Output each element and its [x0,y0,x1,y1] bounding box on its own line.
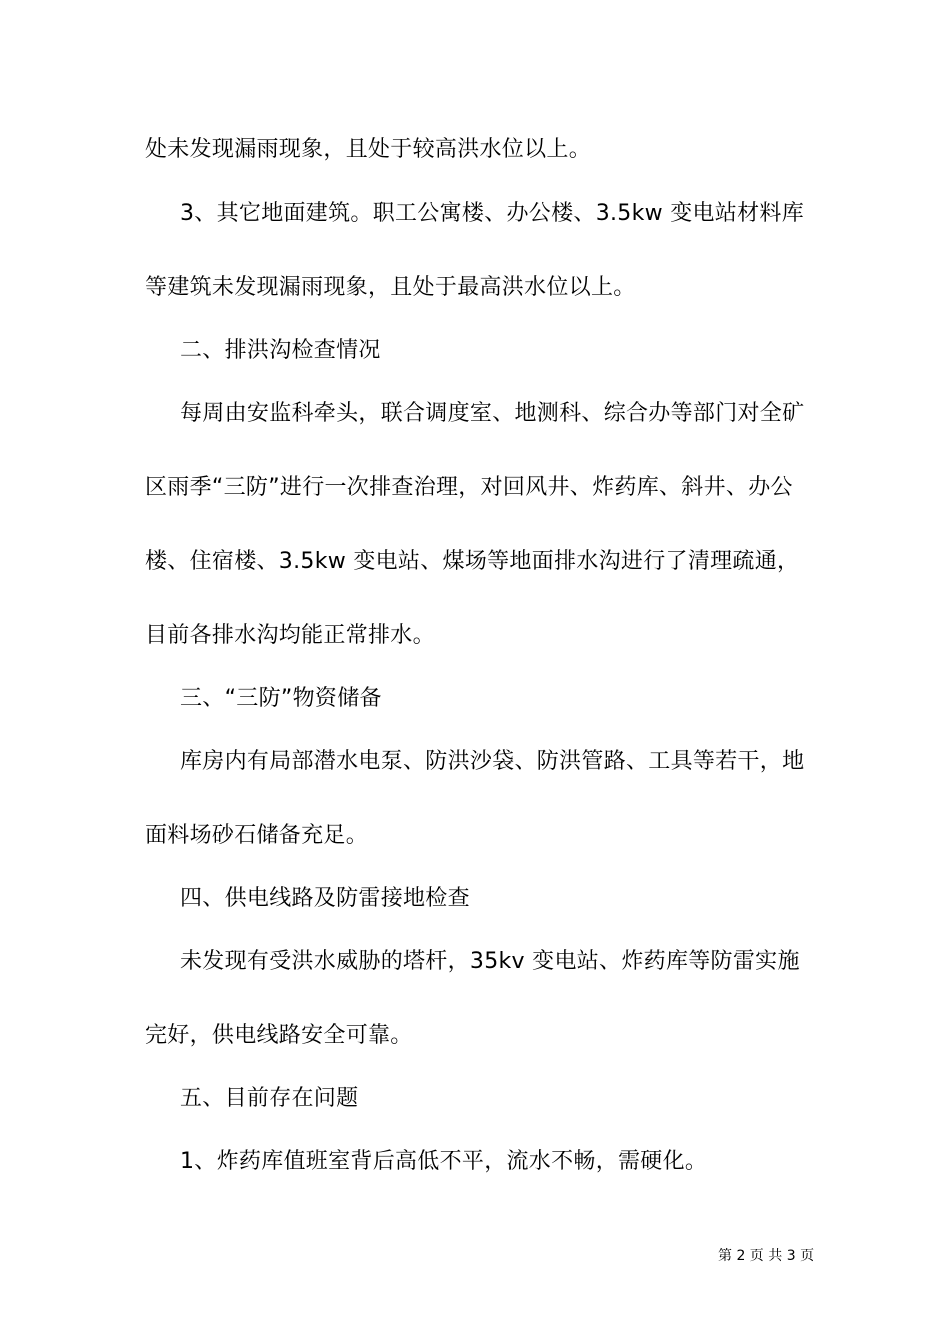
paragraph-line: 每周由安监科牵头，联合调度室、地测科、综合办等部门对全矿 [180,401,805,426]
paragraph-line: 1、炸药库值班室背后高低不平，流水不畅，需硬化。 [180,1149,708,1174]
paragraph-line: 区雨季“三防”进行一次排查治理，对回风井、炸药库、斜井、办公 [145,475,793,500]
paragraph-line: 处未发现漏雨现象，且处于较高洪水位以上。 [145,137,592,162]
section-heading: 四、供电线路及防雷接地检查 [180,886,470,911]
paragraph-line: 3、其它地面建筑。职工公寓楼、办公楼、3.5kw 变电站材料库 [180,201,805,226]
paragraph-line: 完好，供电线路安全可靠。 [145,1023,413,1048]
paragraph-line: 面料场砂石储备充足。 [145,823,369,848]
section-heading: 五、目前存在问题 [180,1086,359,1111]
section-heading: 三、“三防”物资储备 [180,686,382,711]
page-number-footer: 第 2 页 共 3 页 [718,1248,815,1264]
paragraph-line: 库房内有局部潜水电泵、防洪沙袋、防洪管路、工具等若干，地 [180,749,805,774]
paragraph-line: 未发现有受洪水威胁的塔杆，35kv 变电站、炸药库等防雷实施 [180,949,800,974]
paragraph-line: 等建筑未发现漏雨现象，且处于最高洪水位以上。 [145,275,636,300]
paragraph-line: 目前各排水沟均能正常排水。 [145,623,435,648]
paragraph-line: 楼、住宿楼、3.5kw 变电站、煤场等地面排水沟进行了清理疏通， [145,549,800,574]
section-heading: 二、排洪沟检查情况 [180,338,381,363]
